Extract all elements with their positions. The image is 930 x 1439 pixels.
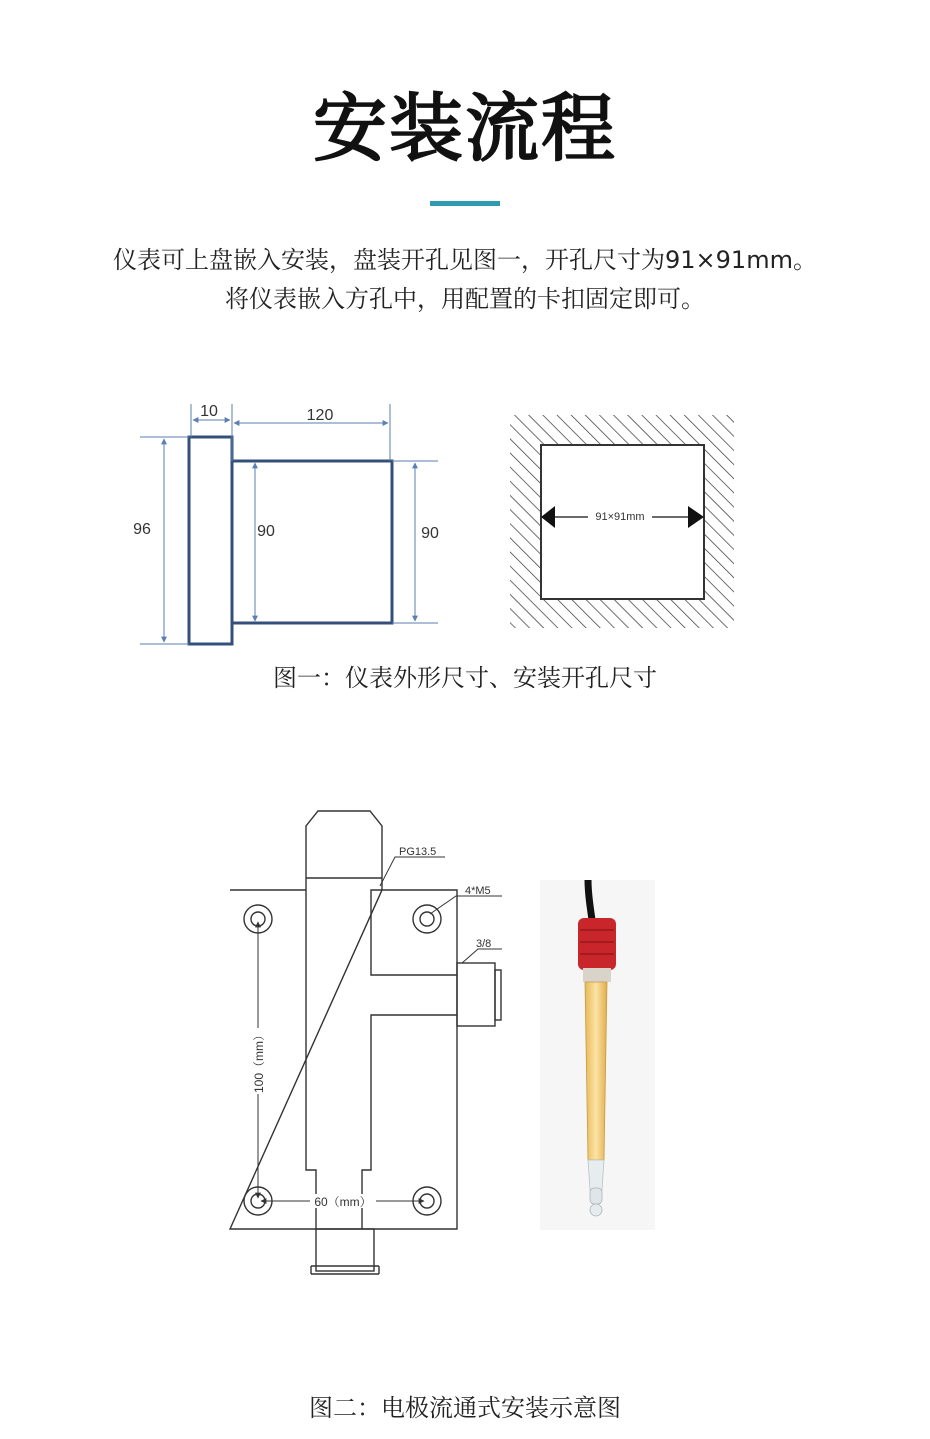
page-title: 安装流程 [313, 86, 617, 172]
dim-body-height-right: 90 [421, 525, 439, 542]
horizontal-spacing-label: 60（mm） [314, 1195, 372, 1209]
dim-body-length: 120 [306, 407, 334, 424]
inlet-spec-label: 3/8 [476, 938, 492, 950]
side-inlet-fitting [457, 963, 495, 1026]
dim-front-height: 96 [133, 521, 151, 538]
screw-spec-label: 4*M5 [465, 885, 491, 897]
dim-front-width: 10 [200, 403, 218, 420]
thread-label: PG13.5 [399, 846, 437, 858]
ph-electrode-illustration [540, 880, 655, 1230]
dim-body-height-inner: 90 [257, 523, 275, 540]
figure2-caption: 图二：电极流通式安装示意图 [309, 1394, 621, 1422]
vertical-spacing-label: 100（mm） [252, 1028, 266, 1094]
intro-line-1: 仪表可上盘嵌入安装，盘装开孔见图一，开孔尺寸为91×91mm。 [113, 246, 817, 274]
cutout-dimension-label: 91×91mm [595, 511, 645, 523]
bottom-fitting [316, 1229, 374, 1271]
intro-line-2: 将仪表嵌入方孔中，用配置的卡扣固定即可。 [225, 285, 705, 313]
figure1-caption: 图一：仪表外形尺寸、安装开孔尺寸 [273, 664, 657, 692]
